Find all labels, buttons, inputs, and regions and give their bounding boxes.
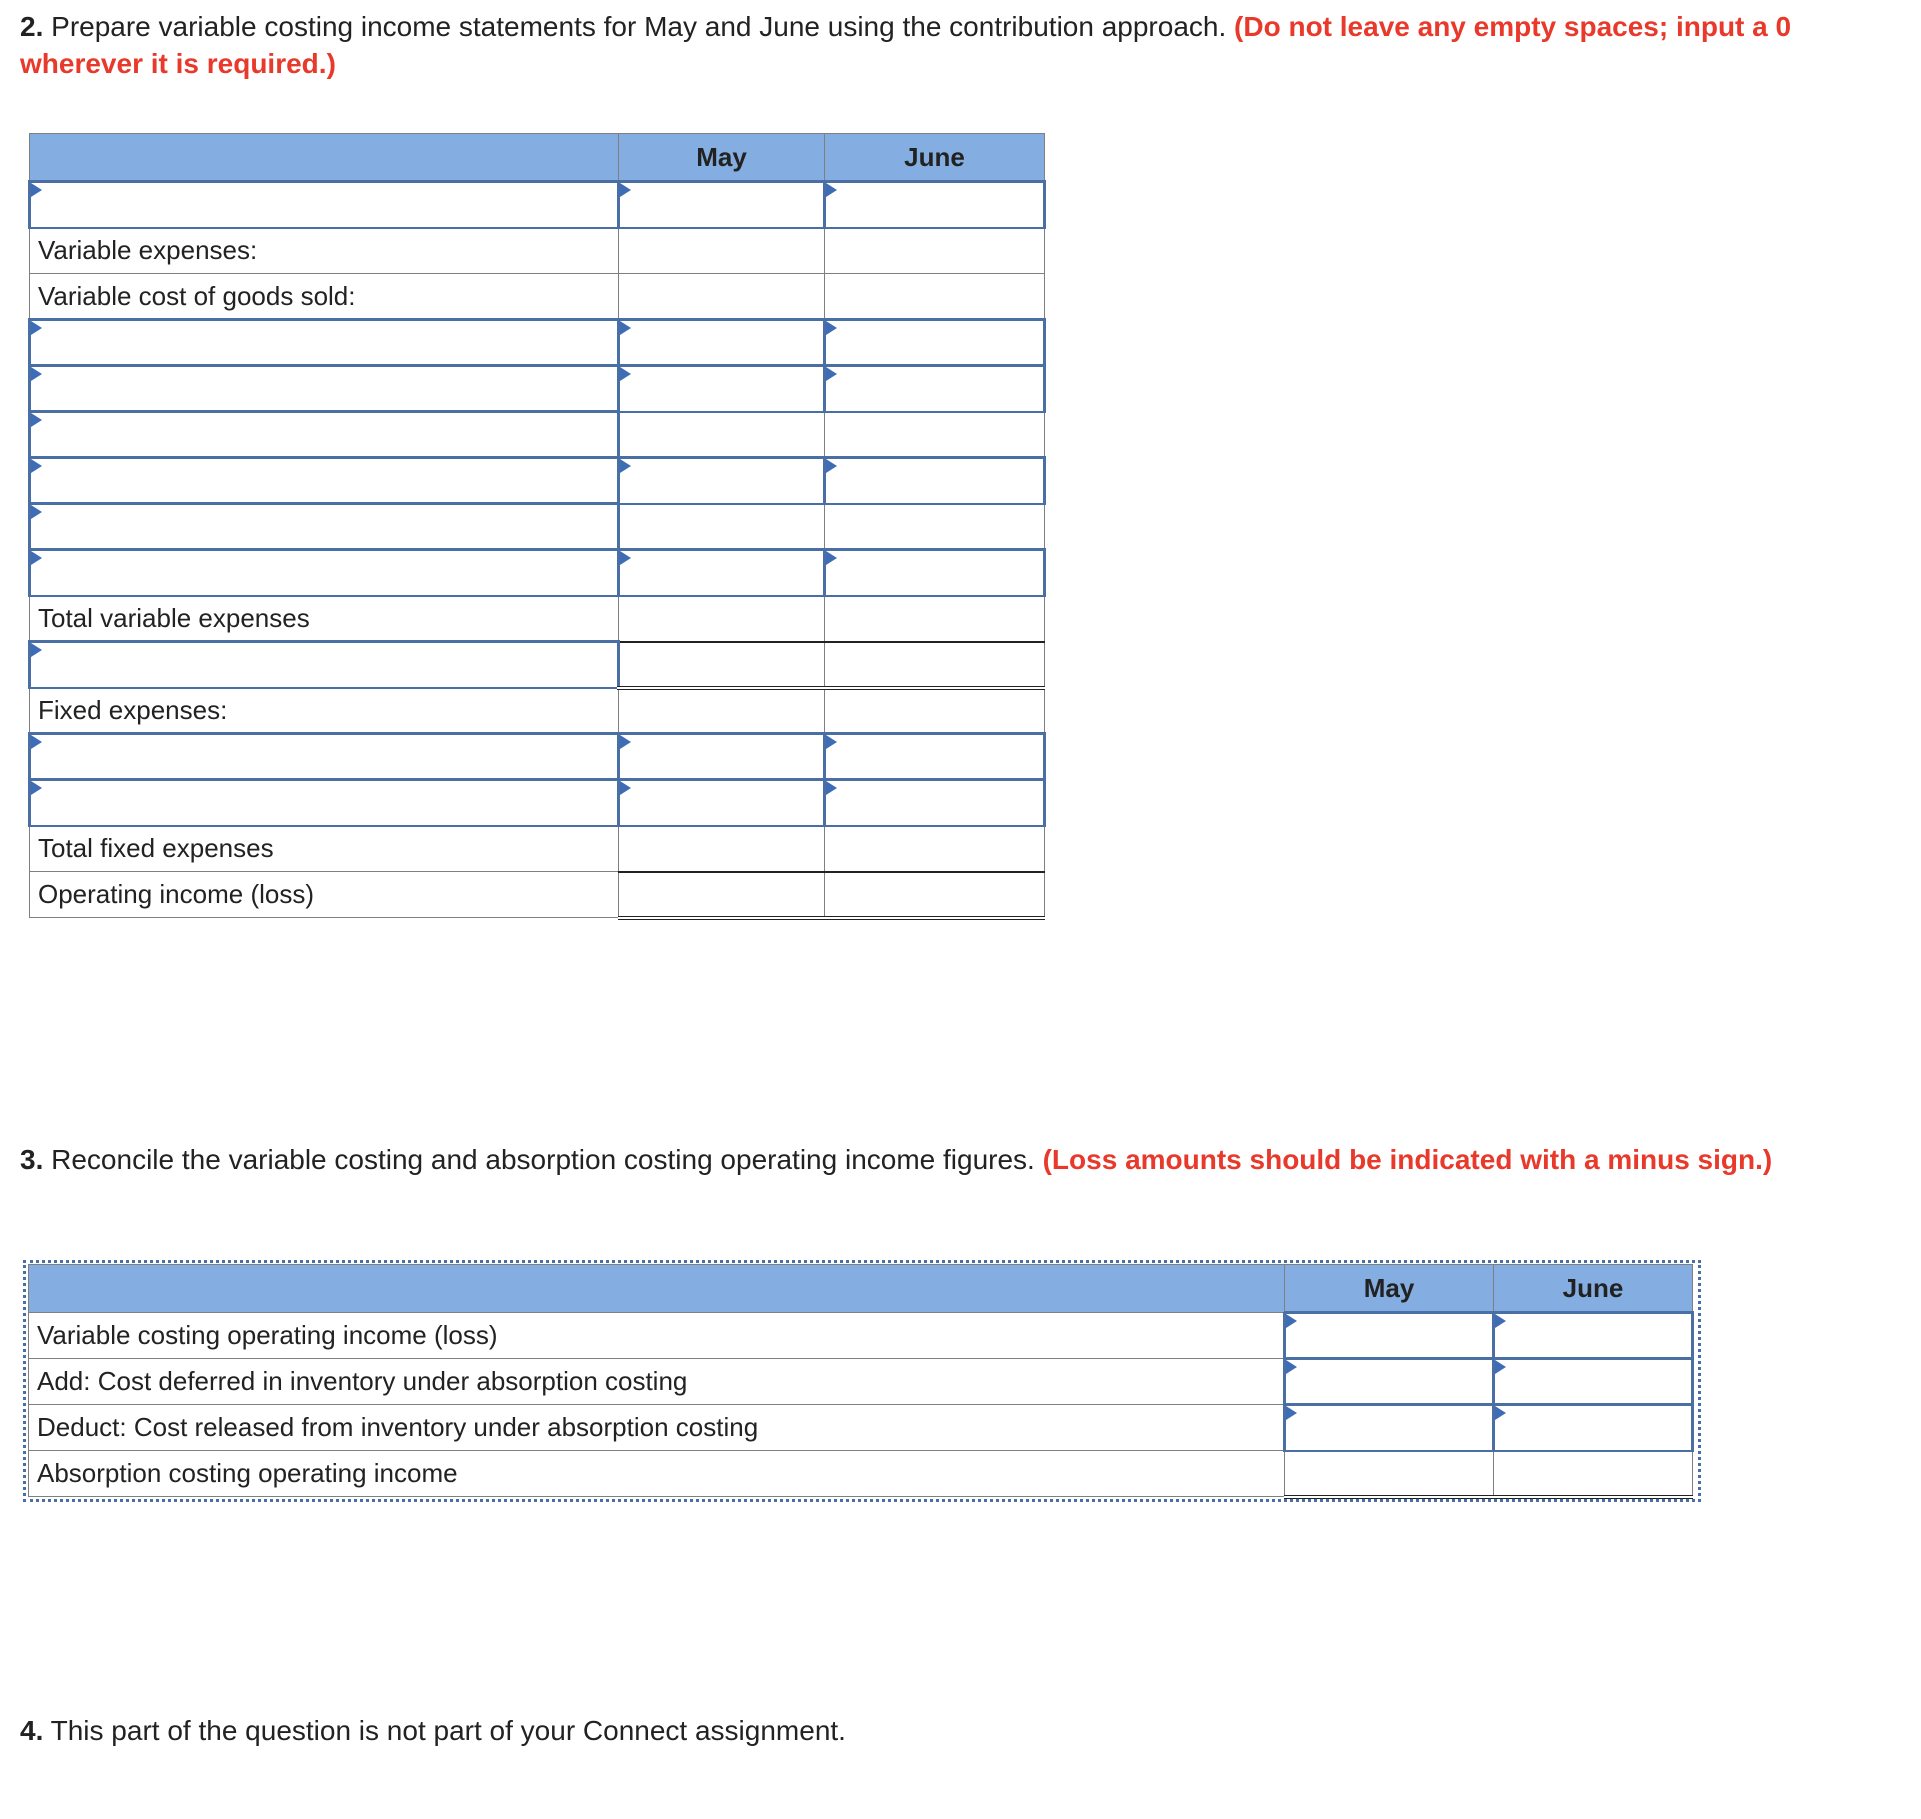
row13-may-input[interactable] [619,734,825,780]
table-row [30,366,1045,412]
table2-header-may: May [1285,1265,1494,1313]
table2-header-june: June [1494,1265,1693,1313]
table1-header-row [30,134,1045,182]
variable-costing-income-label: Variable costing operating income (loss) [29,1313,1285,1359]
variable-costing-income-statement [28,133,1046,920]
cost-released-label: Deduct: Cost released from inventory under absorption costing [29,1405,1285,1451]
part4-instructions [20,1712,1900,1749]
part3-text: Reconcile the variable costing and absorption costing operating income figures. [43,1144,1043,1175]
variable-costing-income-june-input[interactable] [1494,1313,1693,1359]
variable-expenses-may [619,228,825,274]
row9-may-input[interactable] [619,550,825,596]
part4-number: 4. [20,1715,44,1746]
variable-cogs-june [825,274,1045,320]
part3-instructions [20,1141,1900,1178]
row6-label-dropdown[interactable] [30,412,619,458]
table-row [30,734,1045,780]
row4-may-input[interactable] [619,320,825,366]
absorption-costing-income-june [1494,1451,1693,1497]
total-variable-label: Total variable expenses [30,596,619,642]
table-row [30,228,1045,274]
row6-june [825,412,1045,458]
table-row [30,688,1045,734]
part2-number: 2. [20,11,44,42]
part2-hint: (Do not leave any empty spaces; input a 0 wherever it is required.) [20,11,1792,79]
row7-june-input[interactable] [825,458,1045,504]
total-fixed-may [619,826,825,872]
part2-instructions [20,8,1900,82]
row8-label-dropdown[interactable] [30,504,619,550]
row8-may [619,504,825,550]
fixed-expenses-june [825,688,1045,734]
row11-june [825,642,1045,688]
row14-may-input[interactable] [619,780,825,826]
row13-june-input[interactable] [825,734,1045,780]
absorption-costing-income-label: Absorption costing operating income [29,1451,1285,1497]
reconciliation-table [28,1264,1694,1499]
variable-expenses-label: Variable expenses: [30,228,619,274]
row5-label-dropdown[interactable] [30,366,619,412]
table-row [30,872,1045,918]
table-row [30,412,1045,458]
row1-may-input[interactable] [619,182,825,228]
table-row [30,826,1045,872]
table-row [30,274,1045,320]
cost-deferred-label: Add: Cost deferred in inventory under absorption costing [29,1359,1285,1405]
table-row [29,1313,1693,1359]
table-row [30,458,1045,504]
operating-income-label: Operating income (loss) [30,872,619,918]
variable-cogs-label: Variable cost of goods sold: [30,274,619,320]
table-row [30,780,1045,826]
cost-released-may-input[interactable] [1285,1405,1494,1451]
row7-may-input[interactable] [619,458,825,504]
total-variable-may [619,596,825,642]
table1-header-june: June [825,134,1045,182]
total-variable-june [825,596,1045,642]
row5-may-input[interactable] [619,366,825,412]
row14-label-dropdown[interactable] [30,780,619,826]
part3-hint: (Loss amounts should be indicated with a minus sign.) [1042,1144,1773,1175]
row13-label-dropdown[interactable] [30,734,619,780]
row4-label-dropdown[interactable] [30,320,619,366]
absorption-costing-income-may [1285,1451,1494,1497]
variable-cogs-may [619,274,825,320]
row9-june-input[interactable] [825,550,1045,596]
part4-text: This part of the question is not part of your Connect assignment. [43,1715,846,1746]
row6-may [619,412,825,458]
row7-label-dropdown[interactable] [30,458,619,504]
table-row [29,1359,1693,1405]
cost-deferred-june-input[interactable] [1494,1359,1693,1405]
total-fixed-june [825,826,1045,872]
cost-released-june-input[interactable] [1494,1405,1693,1451]
table-row [29,1451,1693,1497]
table1-header-may: May [619,134,825,182]
row11-label-dropdown[interactable] [30,642,619,688]
row4-june-input[interactable] [825,320,1045,366]
variable-costing-income-may-input[interactable] [1285,1313,1494,1359]
row8-june [825,504,1045,550]
table-row [30,596,1045,642]
fixed-expenses-label: Fixed expenses: [30,688,619,734]
total-fixed-label: Total fixed expenses [30,826,619,872]
table-row [30,550,1045,596]
row1-label-dropdown[interactable] [30,182,619,228]
table2-header-row [29,1265,1693,1313]
table-row [30,642,1045,688]
operating-income-may [619,872,825,918]
row9-label-dropdown[interactable] [30,550,619,596]
row5-june-input[interactable] [825,366,1045,412]
variable-expenses-june [825,228,1045,274]
part2-text: Prepare variable costing income statements for May and June using the contribution approach. [43,11,1235,42]
table-row [30,320,1045,366]
table-row [29,1405,1693,1451]
cost-deferred-may-input[interactable] [1285,1359,1494,1405]
table-row [30,504,1045,550]
operating-income-june [825,872,1045,918]
part3-number: 3. [20,1144,44,1175]
table-row [30,182,1045,228]
row11-may [619,642,825,688]
fixed-expenses-may [619,688,825,734]
row14-june-input[interactable] [825,780,1045,826]
table2-header-blank [29,1265,1285,1313]
table1-header-blank [30,134,619,182]
row1-june-input[interactable] [825,182,1045,228]
